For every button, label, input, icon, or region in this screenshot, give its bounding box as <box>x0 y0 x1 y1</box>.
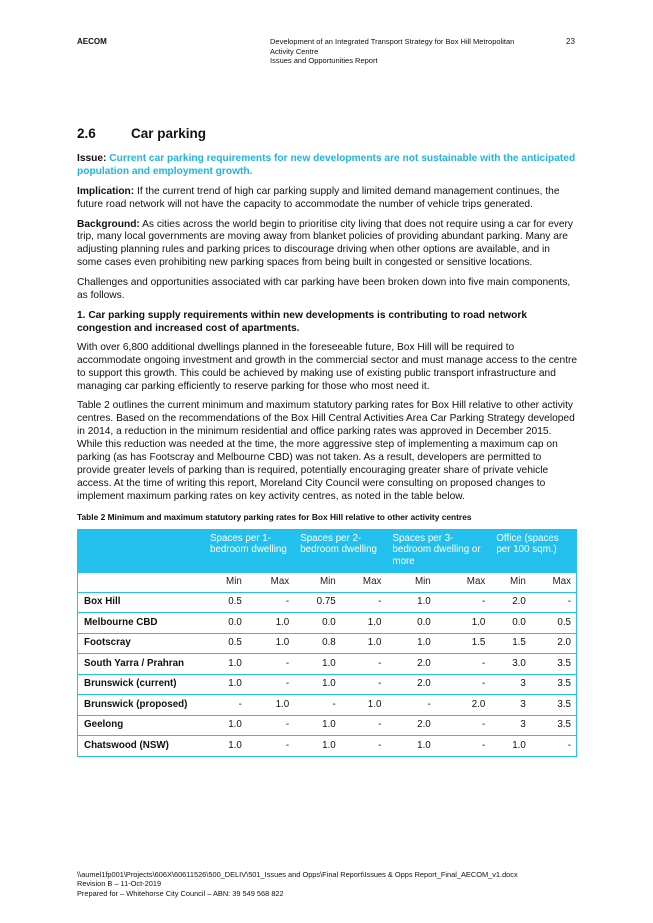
table-cell: 2.0 <box>436 695 491 716</box>
table-cell: 3.5 <box>531 715 577 736</box>
table-cell: 0.0 <box>490 613 531 634</box>
table-cell: 3.5 <box>531 654 577 675</box>
subheading-car-parking-supply: 1. Car parking supply requirements within new developments is contributing to road network congestion and increased cost of apartments. <box>77 309 528 334</box>
table-row <box>78 633 577 654</box>
issue-text: Current car parking requirements for new developments are not sustainable with the anticipated population and employment growth. <box>77 152 576 177</box>
table-cell: 1.0 <box>386 592 435 613</box>
table-cell: 3 <box>490 674 531 695</box>
table-cell: 0.75 <box>294 592 341 613</box>
issue-label: Issue: <box>77 152 107 164</box>
table-subheader-row <box>78 573 577 592</box>
implication-paragraph <box>77 186 577 212</box>
table-row-name: South Yarra / Prahran <box>78 654 205 675</box>
table-cell: - <box>341 592 387 613</box>
table-cell: 1.0 <box>341 613 387 634</box>
table-cell: - <box>247 654 294 675</box>
table-cell: 1.0 <box>436 613 491 634</box>
table-cell: - <box>436 654 491 675</box>
background-text: As cities across the world begin to prioritise city living that does not require using a car for every trip, many local governments are moving away from blanket policies of providing abundant parking. Many are adjusting planning rules and parking prices to discourage driving when other options are available, and in some cases even prohibiting new parking spaces from being built in congested or sensitive locations. <box>77 218 574 269</box>
table-cell: - <box>204 695 247 716</box>
table-cell: - <box>341 654 387 675</box>
table-cell: 1.0 <box>490 736 531 757</box>
table-cell: - <box>436 715 491 736</box>
table-cell: 1.0 <box>204 674 247 695</box>
table-row <box>78 695 577 716</box>
table-cell: 1.0 <box>247 633 294 654</box>
table-cell: 0.0 <box>294 613 341 634</box>
table-subheader-cell: Max <box>531 573 577 592</box>
section-number: 2.6 <box>77 126 96 141</box>
footer-prepared-for: Prepared for – Whitehorse City Council – ABN: 39 549 568 822 <box>77 888 284 898</box>
table-cell: - <box>341 736 387 757</box>
table-cell: - <box>341 715 387 736</box>
document-title-line-1: Development of an Integrated Transport Strategy for Box Hill Metropolitan <box>270 37 515 46</box>
table-cell: - <box>247 674 294 695</box>
table-cell: 1.0 <box>247 613 294 634</box>
table-cell: 1.0 <box>341 695 387 716</box>
implication-text: If the current trend of high car parking supply and limited demand management continues, the future road network will not have the capacity to accommodate the number of vehicle trips generated. <box>77 185 560 210</box>
table-subheader-cell: Max <box>436 573 491 592</box>
table-cell: - <box>531 736 577 757</box>
table-cell: 1.0 <box>294 654 341 675</box>
table-cell: 1.0 <box>294 674 341 695</box>
table-row-name: Brunswick (proposed) <box>78 695 205 716</box>
table-row-name: Geelong <box>78 715 205 736</box>
table-subheader-cell: Min <box>294 573 341 592</box>
table-cell: 1.0 <box>294 736 341 757</box>
table-cell: 2.0 <box>386 715 435 736</box>
table-header-blank <box>78 529 205 574</box>
document-title-line-2: Activity Centre <box>270 46 319 56</box>
table-cell: 1.5 <box>490 633 531 654</box>
table-caption: Table 2 Minimum and maximum statutory parking rates for Box Hill relative to other activity centres <box>77 511 472 522</box>
table-cell: 0.0 <box>204 613 247 634</box>
implication-label: Implication: <box>77 185 135 197</box>
table-row-name: Footscray <box>78 633 205 654</box>
table-cell: - <box>531 592 577 613</box>
document-title-line-3: Issues and Opportunities Report <box>270 56 378 65</box>
table-cell: 1.5 <box>436 633 491 654</box>
footer-revision: Revision B – 11-Oct-2019 <box>77 879 162 889</box>
table-cell: - <box>294 695 341 716</box>
section-title: Car parking <box>131 126 207 141</box>
table-cell: 3 <box>490 715 531 736</box>
issue-paragraph <box>77 153 577 179</box>
dwellings-paragraph: With over 6,800 additional dwellings planned in the foreseeable future, Box Hill will be required to accommodate ongoing investment and growth in the commercial sector and must manage access to the centre to support this growth. This could be achieved by making use of existing public transport infrastructure and managing car parking efficiently to reserve parking for those who most need it. <box>77 341 578 392</box>
table-cell: - <box>247 715 294 736</box>
table-row-name: Chatswood (NSW) <box>78 736 205 757</box>
table-row-name: Brunswick (current) <box>78 674 205 695</box>
table-row <box>78 715 577 736</box>
table-cell: 0.5 <box>204 592 247 613</box>
table-cell: 3.5 <box>531 695 577 716</box>
table-row <box>78 654 577 675</box>
page-number: 23 <box>566 37 575 46</box>
section-heading <box>77 128 577 141</box>
table-cell: 1.0 <box>341 633 387 654</box>
background-label: Background: <box>77 218 140 230</box>
table-cell: - <box>386 695 435 716</box>
table-cell: 1.0 <box>247 695 294 716</box>
table-subheader-cell: Max <box>247 573 294 592</box>
table-header-1-bedroom: Spaces per 1-bedroom dwelling <box>204 529 294 574</box>
table-cell: 1.0 <box>386 736 435 757</box>
table-header-office: Office (spaces per 100 sqm.) <box>490 529 576 574</box>
table-cell: - <box>436 592 491 613</box>
table-cell: - <box>247 592 294 613</box>
table-cell: 1.0 <box>204 715 247 736</box>
table-row <box>78 674 577 695</box>
page-footer <box>77 870 518 898</box>
table-subheader-cell: Min <box>490 573 531 592</box>
table-cell: 3.0 <box>490 654 531 675</box>
table-cell: 2.0 <box>386 674 435 695</box>
table-cell: 2.0 <box>490 592 531 613</box>
table-cell: 0.5 <box>204 633 247 654</box>
table-row <box>78 613 577 634</box>
document-title <box>270 37 560 66</box>
table-cell: 1.0 <box>204 736 247 757</box>
table-cell: - <box>341 674 387 695</box>
footer-file-path: \\aumel1fp001\Projects\606X\60611526\500_DELIV\501_Issues and Opps\Final Report\Issues & Opps Report_Final_AECOM_v1.docx <box>77 870 518 879</box>
company-name: AECOM <box>77 37 107 46</box>
table-cell: 3 <box>490 695 531 716</box>
table-row <box>78 592 577 613</box>
table-cell: 3.5 <box>531 674 577 695</box>
table-cell: 1.0 <box>386 633 435 654</box>
table-row-name: Melbourne CBD <box>78 613 205 634</box>
table-cell: 1.0 <box>294 715 341 736</box>
background-paragraph <box>77 219 577 271</box>
table-cell: 0.5 <box>531 613 577 634</box>
table-intro-paragraph: Table 2 outlines the current minimum and maximum statutory parking rates for Box Hill relative to other activity centres. Based on the recommendations of the Box Hill Central Activities Area Car Parking Strategy developed in 2014, a reduction in the minimum residential and office parking rates was approved in December 2015. While this reduction was needed at the time, the more aggressive step of implementing a maximum cap on parking (as has Footscray and Melbourne CBD) was not taken. As a result, developers are permitted to provide greater levels of parking than is required, potentially encouraging greater share of private vehicle access. At the time of writing this report, Moreland City Council were consulting on proposed changes to implement maximum parking rates on key activity centres, as noted in the table below. <box>77 400 575 502</box>
table-row-name: Box Hill <box>78 592 205 613</box>
table-subheader-blank <box>78 573 205 592</box>
table-cell: 1.0 <box>204 654 247 675</box>
table-subheader-cell: Max <box>341 573 387 592</box>
table-cell: 2.0 <box>386 654 435 675</box>
challenges-paragraph: Challenges and opportunities associated with car parking have been broken down into five main components, as follows. <box>77 277 571 302</box>
table-cell: 0.0 <box>386 613 435 634</box>
table-header-2-bedroom: Spaces per 2-bedroom dwelling <box>294 529 386 574</box>
table-subheader-cell: Min <box>386 573 435 592</box>
page-content <box>77 128 577 757</box>
table-cell: 2.0 <box>531 633 577 654</box>
table-cell: - <box>436 736 491 757</box>
table-row <box>78 736 577 757</box>
table-subheader-cell: Min <box>204 573 247 592</box>
table-cell: - <box>436 674 491 695</box>
table-cell: 0.8 <box>294 633 341 654</box>
table-cell: - <box>247 736 294 757</box>
parking-rates-table <box>77 529 577 757</box>
table-header-3-bedroom: Spaces per 3-bedroom dwelling or more <box>386 529 490 574</box>
table-group-header-row <box>78 529 577 574</box>
